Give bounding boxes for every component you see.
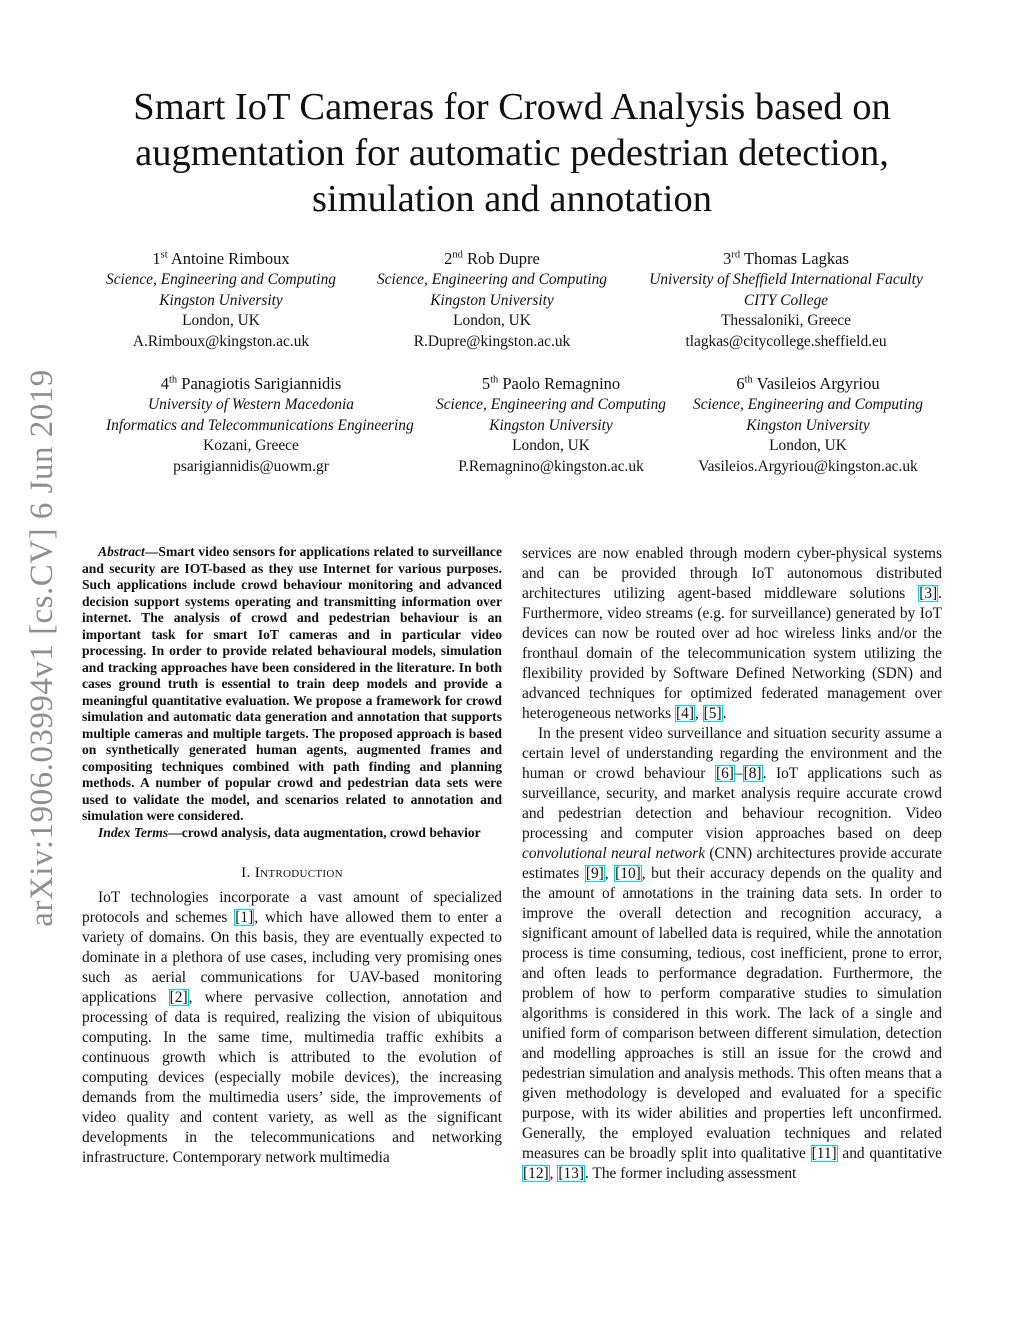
author-affiliation: University of Western Macedonia xyxy=(148,396,354,413)
author-location: London, UK xyxy=(769,437,847,454)
author-institution: Kingston University xyxy=(159,291,283,309)
citation-link[interactable]: [1] xyxy=(235,909,254,926)
emphasis-text: convolutional neural network xyxy=(522,845,706,862)
citation-link[interactable]: [6] xyxy=(715,765,734,782)
citation-link[interactable]: [10] xyxy=(615,865,641,882)
citation-link[interactable]: [8] xyxy=(743,765,762,782)
citation-link[interactable]: [12] xyxy=(523,1165,549,1182)
author-email: R.Dupre@kingston.ac.uk xyxy=(413,332,571,350)
author-email: P.Remagnino@kingston.ac.uk xyxy=(458,457,644,475)
intro-paragraph-continued: services are now enabled through modern cyber-physical systems and can be provided through IoT autonomous distributed architectures utilizing agent-based middleware solutions [3]. Furthermore, video streams (e.g. for surveillance) generated by IoT devices can now be routed over ad hoc wireless links and/or the fronthaul domain of the telecommunication system utilizing the flexibility provided by Software Defined Networking (SDN) and advanced techniques for optimized federated management over heterogeneous networks [4], [5]. xyxy=(522,545,942,722)
author-institution: Kingston University xyxy=(430,291,554,309)
intro-paragraph-2: In the present video surveillance and situation security assume a certain level of understanding regarding the environment and the human or crowd behaviour [6]–[8]. IoT applications such as surveillance, security, and market analysis require accurate crowd and pedestrian detection and behaviour recognition. Video processing and computer vision approaches based on deep convolutional neural network (CNN) architectures provide accurate estimates [9], [10], but their accuracy depends on the quality and the amount of annotations in the training data sets. In order to improve the overall detection and recognition accuracy, a significant amount of labelled data is required, while the annotation process is time consuming, tedious, cost inefficient, prone to error, and often leads to performance degradation. Furthermore, the problem of how to perform comparative studies to simulation algorithms is considered in this work. The lack of a single and unified form of comparison between different simulation, detection and modelling approaches is still an issue for the crowd and pedestrian simulation and analysis methods. This often means that a given methodology is developed and evaluated for a specific purpose, with its wider abilities and properties left unconfirmed. Generally, the employed evaluation techniques and related measures can be broadly split into qualitative [11] and quantitative [12], [13]. The former including assessment xyxy=(522,725,942,1182)
citation-link[interactable]: [4] xyxy=(676,705,694,722)
author-location: London, UK xyxy=(182,312,260,329)
citation-link[interactable]: [13] xyxy=(558,1165,585,1182)
author-location: London, UK xyxy=(453,312,531,329)
citation-link[interactable]: [5] xyxy=(703,705,722,722)
author-email: A.Rimboux@kingston.ac.uk xyxy=(132,332,310,350)
left-column xyxy=(82,544,502,1168)
author-affiliation: Science, Engineering and Computing xyxy=(377,271,607,288)
citation-link[interactable]: [9] xyxy=(585,865,604,882)
author-block-5 xyxy=(406,373,696,477)
author-block-2 xyxy=(347,248,637,352)
author-block-4 xyxy=(106,373,414,477)
abstract-text: —Smart video sensors for applications related to surveillance and security are IOT-based as they use Internet for various purposes. Such applications include crowd behaviour monitoring and advanced decision support systems operating and transmitting information over internet. The analysis of crowd and pedestrian behaviour is an important task for smart IoT cameras and in particular video processing. In order to provide related behavioural models, simulation and tracking approaches have been considered in the literature. In both cases ground truth is essential to train deep models and provide a meaningful quantitative evaluation. We propose a framework for crowd simulation and automatic data generation and annotation that supports multiple cameras and multiple targets. The proposed approach is based on synthetically generated human agents, augmented frames and compositing techniques combined with path finding and planning methods. A number of popular crowd and pedestrian data sets were used to validate the model, and scenarios related to annotation and simulation were considered. xyxy=(82,544,502,823)
section-heading: I. Introduction xyxy=(241,864,343,881)
author-affiliation: Science, Engineering and Computing xyxy=(693,396,923,413)
author-email: tlagkas@citycollege.sheffield.eu xyxy=(685,332,887,350)
author-name: 3rd Thomas Lagkas xyxy=(723,249,849,268)
author-block-1 xyxy=(76,248,366,352)
author-affiliation: Science, Engineering and Computing xyxy=(436,396,666,413)
author-name: 5th Paolo Remagnino xyxy=(481,374,621,393)
arxiv-identifier: arXiv:1906.03994v1 [cs.CV] 6 Jun 2019 xyxy=(24,369,60,927)
author-name: 1st Antoine Rimboux xyxy=(152,249,290,268)
author-email: Vasileios.Argyriou@kingston.ac.uk xyxy=(698,457,918,475)
author-email: psarigiannidis@uowm.gr xyxy=(173,457,329,475)
index-terms xyxy=(82,825,502,842)
author-institution: CITY College xyxy=(743,291,829,309)
paper-title: Smart IoT Cameras for Crowd Analysis based on augmentation for automatic pedestrian detection, simulation and annotation xyxy=(133,86,891,220)
abstract xyxy=(82,544,502,825)
author-block-3 xyxy=(641,248,931,352)
citation-link[interactable]: [2] xyxy=(169,989,188,1006)
citation-link[interactable]: [11] xyxy=(811,1145,837,1162)
intro-paragraph-1: IoT technologies incorporate a vast amount of specialized protocols and schemes [1], which have allowed them to enter a variety of domains. On this basis, they are eventually expected to dominate in a plethora of use cases, including very promising ones such as aerial communications for UAV-based monitoring applications [2], where pervasive collection, annotation and processing of data is required, realizing the vision of ubiquitous computing. In the same time, multimedia traffic exhibits a continuous growth which is attributed to the evolution of computing devices (especially mobile devices), the increasing demands from the multimedia users’ side, the improvements of video quality and content variety, as well as the significant developments in the telecommunications and networking infrastructure. Contemporary network multimedia xyxy=(82,889,502,1166)
author-affiliation: University of Sheffield International Faculty xyxy=(649,271,923,288)
author-location: Kozani, Greece xyxy=(203,437,299,454)
author-name: 6th Vasileios Argyriou xyxy=(736,374,880,393)
author-block-6 xyxy=(663,373,953,477)
author-location: Thessaloniki, Greece xyxy=(721,312,851,329)
citation-link[interactable]: [3] xyxy=(919,585,938,602)
author-name: 4th Panagiotis Sarigiannidis xyxy=(160,374,342,393)
author-affiliation: Science, Engineering and Computing xyxy=(106,271,336,288)
author-institution: Kingston University xyxy=(746,416,870,434)
author-institution: Kingston University xyxy=(489,416,613,434)
abstract-label: Abstract xyxy=(98,544,145,559)
right-column xyxy=(522,544,942,1184)
author-location: London, UK xyxy=(512,437,590,454)
index-terms-text: —crowd analysis, data augmentation, crowd behavior xyxy=(168,824,481,840)
author-institution: Informatics and Telecommunications Engineering xyxy=(106,416,414,434)
author-name: 2nd Rob Dupre xyxy=(444,249,540,268)
index-terms-label: Index Terms xyxy=(98,824,169,840)
